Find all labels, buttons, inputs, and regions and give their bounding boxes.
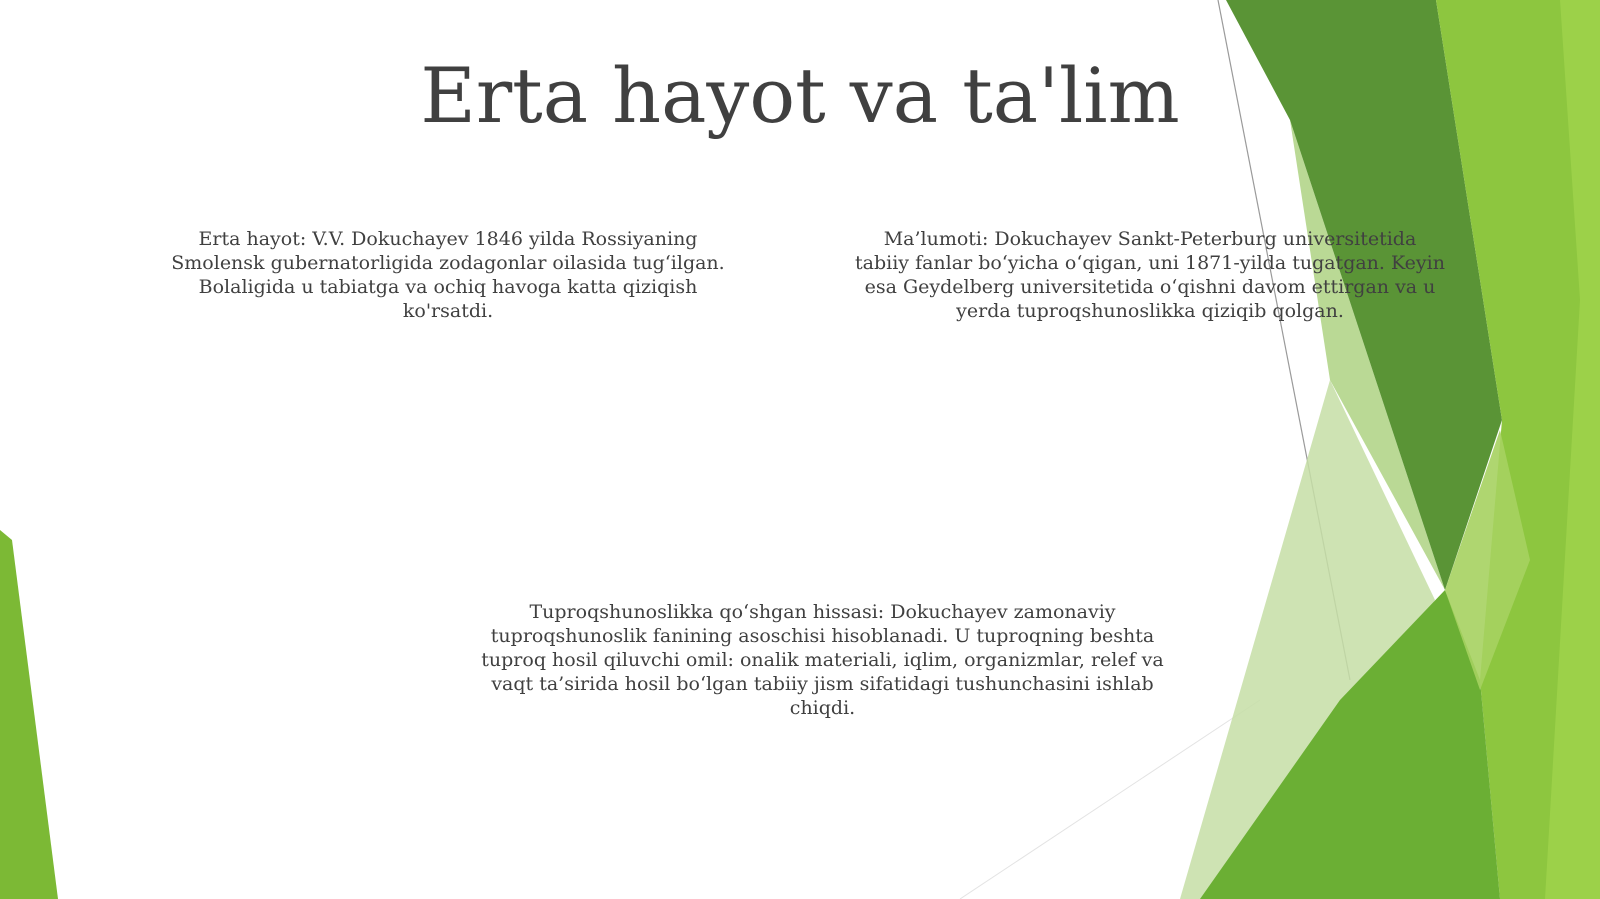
education-text: Ma’lumoti: Dokuchayev Sankt-Peterburg universitetida tabiiy fanlar bo‘yicha o‘qigan, uni 1871-yilda tugatgan. Keyin esa Geydelberg universitetida o‘qishni davom ettirgan va u yerda tuproqshunoslikka qiziqib qolgan. [855,228,1445,322]
contribution-text: Tuproqshunoslikka qo‘shgan hissasi: Dokuchayev zamonaviy tuproqshunoslik fanining asoschisi hisoblanadi. U tuproqning beshta tuproq hosil qiluvchi omil: onalik materiali, iqlim, organizmlar, relef va vaqt ta’sirida hosil bo‘lgan tabiiy jism sifatidagi tushunchasini ishlab chiqdi. [481,601,1164,719]
slide-title: Erta hayot va ta'lim [420,51,1180,140]
left-green-sliver [0,530,58,899]
early-life-text: Erta hayot: V.V. Dokuchayev 1846 yilda Rossiyaning Smolensk gubernatorligida zodagonlar oilasida tug‘ilgan. Bolaligida u tabiatga va ochiq havoga katta qiziqish ko'rsatdi. [171,228,725,322]
